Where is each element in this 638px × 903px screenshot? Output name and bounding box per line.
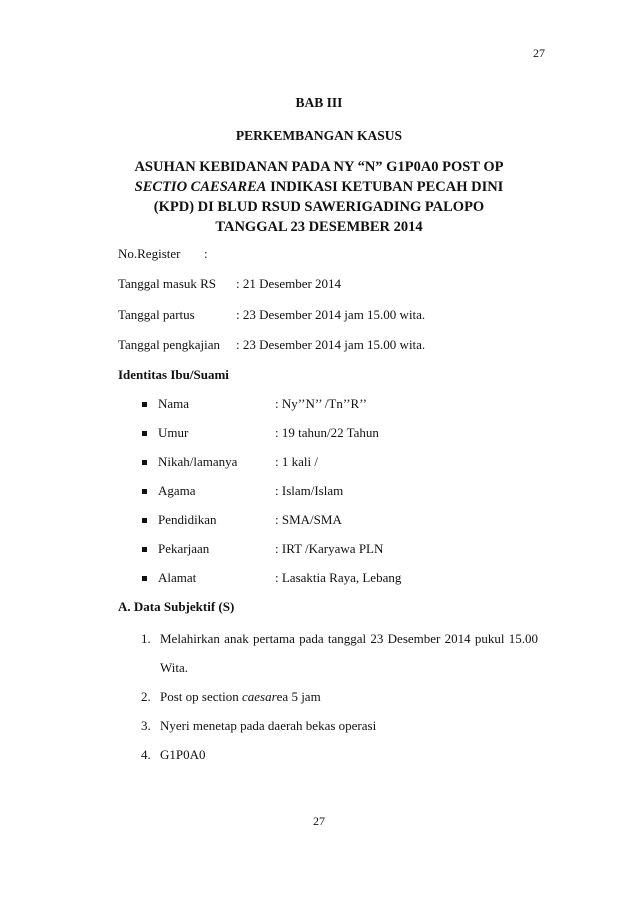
title-line-2 bbox=[0, 179, 638, 196]
identity-education-label: Pendidikan bbox=[158, 512, 217, 527]
subjective-item-2-italic: caesar bbox=[241, 689, 277, 704]
identity-name-value: : Ny’’N’’ /Tn’’R’’ bbox=[275, 396, 367, 411]
bullet-icon bbox=[142, 460, 147, 465]
delivery-date-label: Tanggal partus bbox=[118, 307, 195, 322]
register-label: No.Register bbox=[118, 246, 181, 261]
identity-name-label: Nama bbox=[158, 396, 190, 411]
subjective-item-2-pre: Post op section bbox=[160, 689, 242, 704]
subjective-item-2-post: ea 5 jam bbox=[276, 689, 321, 704]
subjective-item-1-text: Melahirkan anak pertama pada tanggal 23 Desember 2014 pukul 15.00 bbox=[160, 631, 538, 646]
title-line-4: TANGGAL 23 DESEMBER 2014 bbox=[215, 219, 423, 235]
delivery-date-value: : 23 Desember 2014 jam 15.00 wita. bbox=[236, 307, 426, 322]
identity-marriage-value: : 1 kali / bbox=[275, 454, 318, 469]
identity-occupation-value: : IRT /Karyawa PLN bbox=[275, 541, 384, 556]
subjective-item-3-text: Nyeri menetap pada daerah bekas operasi bbox=[160, 718, 377, 733]
subjective-item-number: 2. bbox=[141, 689, 151, 704]
chapter-subtitle: PERKEMBANGAN KASUS bbox=[235, 128, 403, 143]
identity-age-value: : 19 tahun/22 Tahun bbox=[275, 425, 379, 440]
admission-date-value: : 21 Desember 2014 bbox=[236, 276, 342, 291]
bullet-icon bbox=[142, 576, 147, 581]
bullet-icon bbox=[142, 431, 147, 436]
identity-address-value: : Lasaktia Raya, Lebang bbox=[275, 570, 402, 585]
identity-marriage-label: Nikah/lamanya bbox=[158, 454, 238, 469]
title-line-1: ASUHAN KEBIDANAN PADA NY “N” G1P0A0 POST OP bbox=[134, 159, 504, 175]
identity-heading: Identitas Ibu/Suami bbox=[118, 367, 229, 382]
subjective-item-number: 3. bbox=[141, 718, 151, 733]
identity-education-value: : SMA/SMA bbox=[275, 512, 342, 527]
title-line-2-rest: INDIKASI KETUBAN PECAH DINI bbox=[266, 179, 504, 195]
admission-date-label: Tanggal masuk RS bbox=[118, 276, 217, 291]
identity-religion-value: : Islam/Islam bbox=[275, 483, 344, 498]
register-value: : bbox=[204, 246, 208, 261]
assessment-date-label: Tanggal pengkajian bbox=[118, 337, 220, 352]
subjective-item-4-text: G1P0A0 bbox=[160, 747, 206, 762]
title-line-3: (KPD) DI BLUD RSUD SAWERIGADING PALOPO bbox=[153, 199, 485, 215]
assessment-date-value: : 23 Desember 2014 jam 15.00 wita. bbox=[236, 337, 426, 352]
subjective-item-number: 4. bbox=[141, 747, 151, 762]
identity-age-label: Umur bbox=[158, 425, 189, 440]
identity-occupation-label: Pekarjaan bbox=[158, 541, 210, 556]
page-number-top: 27 bbox=[533, 46, 545, 60]
subjective-item-number: 1. bbox=[141, 631, 151, 646]
identity-religion-label: Agama bbox=[158, 483, 196, 498]
bullet-icon bbox=[142, 547, 147, 552]
subjective-heading: A. Data Subjektif (S) bbox=[118, 599, 235, 614]
bullet-icon bbox=[142, 489, 147, 494]
bullet-icon bbox=[142, 402, 147, 407]
identity-address-label: Alamat bbox=[158, 570, 197, 585]
page-number-bottom: 27 bbox=[313, 814, 325, 828]
subjective-item-1-continuation: Wita. bbox=[160, 660, 188, 675]
title-italic-term: SECTIO CAESAREA bbox=[134, 179, 267, 195]
bullet-icon bbox=[142, 518, 147, 523]
subjective-item-2-text bbox=[160, 689, 321, 705]
chapter-heading: BAB III bbox=[295, 95, 343, 110]
